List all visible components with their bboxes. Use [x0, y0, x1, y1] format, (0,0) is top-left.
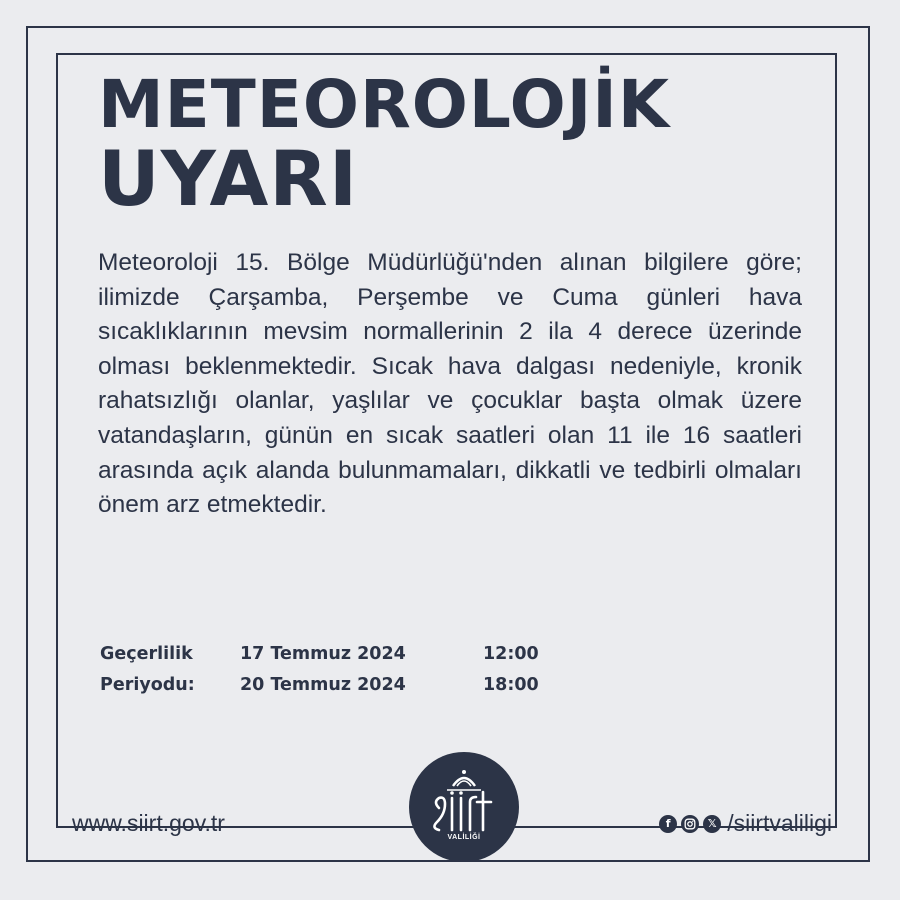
validity-period — [100, 639, 539, 701]
social-media-links — [659, 810, 832, 837]
logo-caption: VALİLİĞİ — [447, 834, 481, 841]
validity-end-date: 20 Temmuz 2024 — [240, 675, 406, 695]
social-handle[interactable]: /siirtvaliligi — [727, 810, 832, 836]
siirt-valiligi-logo — [409, 752, 519, 862]
logo-emblem-icon — [409, 752, 519, 862]
validity-label-line-2: Periyodu: — [100, 675, 195, 695]
x-icon[interactable]: 𝕏 — [703, 815, 721, 833]
validity-start-date: 17 Temmuz 2024 — [240, 644, 406, 664]
validity-end-time: 18:00 — [483, 675, 539, 695]
announcement-body: Meteoroloji 15. Bölge Müdürlüğü'nden alınan bilgilere göre; ilimizde Çarşamba, Perşembe ve Cuma günleri hava sıcaklıklarının mevsim normallerinin 2 ila 4 derece üzerinde olması beklenmektedir. Sıcak hava dalgası nedeniyle, kronik rahatsızlığı olanlar, yaşlılar ve çocuklar başta olmak üzere vatandaşların, günün en sıcak saatleri olan 11 ile 16 saatleri arasında açık alanda bulunmamaları, dikkatli ve tedbirli olmaları önem arz etmektedir. — [98, 249, 802, 519]
validity-start-row — [100, 639, 539, 670]
validity-end-row — [100, 670, 539, 701]
website-link[interactable]: www.siirt.gov.tr — [72, 810, 225, 836]
title-line-1: METEOROLOJİK — [98, 66, 670, 143]
instagram-glyph — [684, 818, 696, 830]
validity-start-time: 12:00 — [483, 644, 539, 664]
instagram-icon[interactable] — [681, 815, 699, 833]
title-line-2: UYARI — [98, 134, 359, 223]
facebook-icon[interactable]: f — [659, 815, 677, 833]
page-title — [98, 66, 670, 223]
validity-label-line-1: Geçerlilik — [100, 644, 193, 664]
